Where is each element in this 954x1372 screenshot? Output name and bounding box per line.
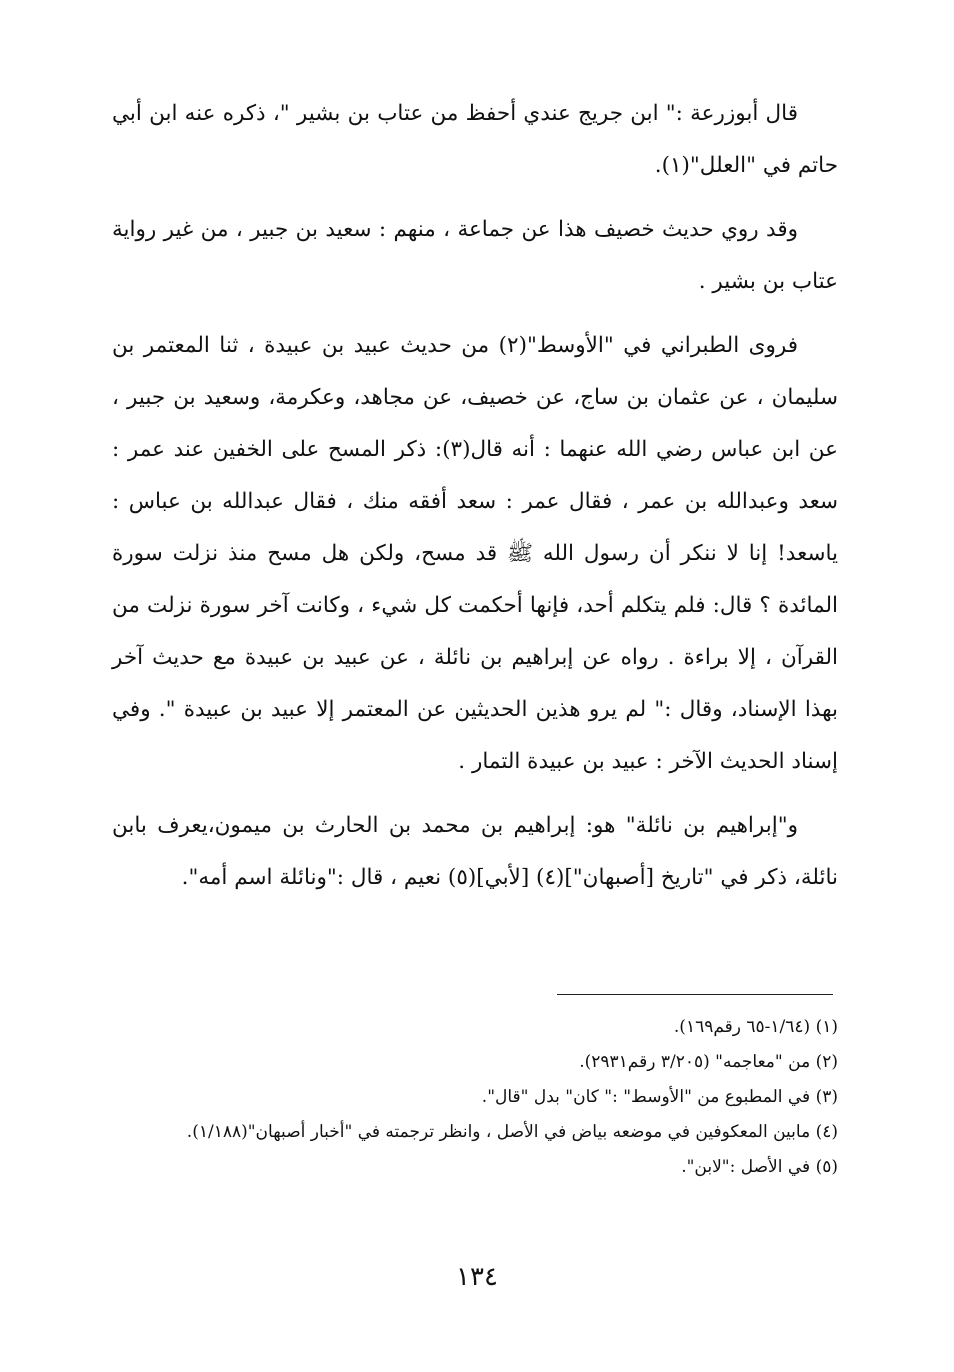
footnote-4: (٤) مابين المعكوفين في موضعه بياض في الأصل ، وانظر ترجمته في "أخبار أصبهان"(١/١٨٨). <box>186 1122 838 1142</box>
footnote-5: (٥) في الأصل :"لابن". <box>681 1157 838 1177</box>
footnote-2: (٢) من "معاجمه" (٣/٢٠٥ رقم٢٩٣١). <box>579 1052 838 1072</box>
paragraph-4: و"إبراهيم بن نائلة" هو: إبراهيم بن محمد بن الحارث بن ميمون،يعرف بابن نائلة، ذكر في "تاريخ [أصبهان"](٤) [لأبي](٥) نعيم ، قال :"ونائلة اسم أمه". <box>112 813 838 890</box>
page-number: ١٣٤ <box>456 1262 498 1292</box>
footnotes <box>60 1010 838 1185</box>
footnote-separator <box>557 994 833 995</box>
main-text <box>112 88 838 916</box>
paragraph-1: قال أبوزرعة :" ابن جريج عندي أحفظ من عتاب بن بشير "، ذكره عنه ابن أبي حاتم في "العلل"(١). <box>112 101 838 178</box>
paragraph-2: وقد روي حديث خصيف هذا عن جماعة ، منهم : سعيد بن جبير ، من غير رواية عتاب بن بشير . <box>112 217 838 294</box>
paragraph-3: فروى الطبراني في "الأوسط"(٢) من حديث عبيد بن عبيدة ، ثنا المعتمر بن سليمان ، عن عثمان بن ساج، عن خصيف، عن مجاهد، وعكرمة، وسعيد بن جبير ، عن ابن عباس رضي الله عنهما : أنه قال(٣): ذكر المسح على الخفين عند عمر : سعد وعبدالله بن عمر ، فقال عمر : سعد أفقه منك ، فقال عبدالله بن عباس : ياسعد! إنا لا ننكر أن رسول الله ﷺ قد مسح، ولكن هل مسح منذ نزلت سورة المائدة ؟ قال: فلم يتكلم أحد، فإنها أحكمت كل شيء ، وكانت آخر سورة نزلت من القرآن ، إلا براءة . رواه عن إبراهيم بن نائلة ، عن عبيد بن عبيدة مع حديث آخر بهذا الإسناد، وقال :" لم يرو هذين الحديثين عن المعتمر إلا عبيد بن عبيدة ". وفي إسناد الحديث الآخر : عبيد بن عبيدة التمار . <box>112 333 839 774</box>
footnote-1: (١) (١/٦٤-٦٥ رقم١٦٩). <box>673 1017 838 1037</box>
footnote-3: (٣) في المطبوع من "الأوسط" :" كان" بدل "قال". <box>481 1087 838 1107</box>
